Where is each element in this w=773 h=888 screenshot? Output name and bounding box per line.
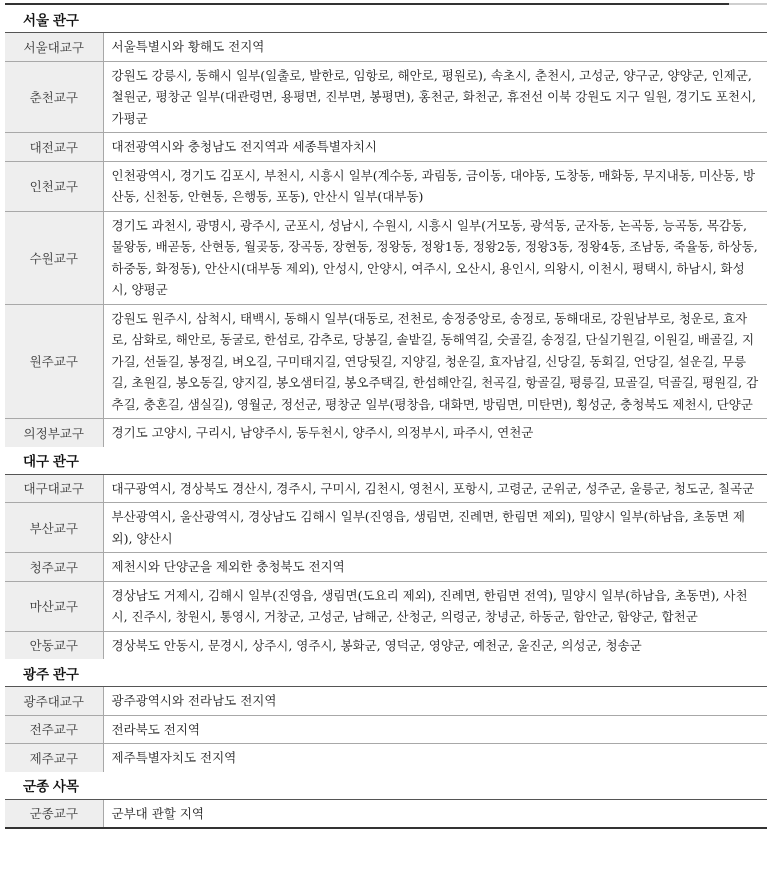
table-row xyxy=(5,744,767,772)
jurisdiction-area: 제천시와 단양군을 제외한 충청북도 전지역 xyxy=(103,553,767,582)
diocese-name: 대전교구 xyxy=(5,133,103,162)
table-row xyxy=(5,33,767,62)
jurisdiction-area: 경상남도 거제시, 김해시 일부(진영읍, 생림면(도요리 제외), 진례면, 한림면 전역), 밀양시 일부(하남읍, 초동면), 사천시, 진주시, 창원시, 통영시, 거창군, 고성군, 남해군, 산청군, 의령군, 창녕군, 하동군, 함안군, 함양군, 합천군 xyxy=(103,581,767,631)
jurisdiction-area: 경기도 고양시, 구리시, 남양주시, 동두천시, 양주시, 의정부시, 파주시, 연천군 xyxy=(103,419,767,447)
jurisdiction-area: 경기도 과천시, 광명시, 광주시, 군포시, 성남시, 수원시, 시흥시 일부(거모동, 광석동, 군자동, 논곡동, 능곡동, 목감동, 물왕동, 배곧동, 산현동, 월곶동, 장곡동, 장현동, 정왕동, 정왕1동, 정왕2동, 정왕3동, 정왕4동, 조남동, 죽율동, 하상동, 하중동, 화정동), 안산시(대부동 제외), 안성시, 안양시, 여주시, 오산시, 용인시, 의왕시, 이천시, 평택시, 하남시, 화성시, 양평군 xyxy=(103,211,767,304)
table-row xyxy=(5,304,767,419)
jurisdiction-area: 인천광역시, 경기도 김포시, 부천시, 시흥시 일부(계수동, 과림동, 금이동, 대야동, 도창동, 매화동, 무지내동, 미산동, 방산동, 신천동, 안현동, 은행동, 포동), 안산시 일부(대부동) xyxy=(103,161,767,211)
diocese-jurisdiction-table xyxy=(5,3,767,829)
table-row xyxy=(5,61,767,133)
jurisdiction-area: 경상북도 안동시, 문경시, 상주시, 영주시, 봉화군, 영덕군, 영양군, 예천군, 울진군, 의성군, 청송군 xyxy=(103,631,767,659)
diocese-name: 수원교구 xyxy=(5,211,103,304)
table-row xyxy=(5,503,767,553)
diocese-name: 의정부교구 xyxy=(5,419,103,447)
table-row xyxy=(5,419,767,447)
section-title: 군종 사목 xyxy=(5,772,767,800)
section-header-row xyxy=(5,659,767,687)
diocese-name: 안동교구 xyxy=(5,631,103,659)
diocese-name: 군종교구 xyxy=(5,799,103,828)
diocese-name: 청주교구 xyxy=(5,553,103,582)
diocese-name: 서울대교구 xyxy=(5,33,103,62)
jurisdiction-area: 강원도 원주시, 삼척시, 태백시, 동해시 일부(대동로, 전천로, 송정중앙로, 송정로, 동해대로, 강원남부로, 청운로, 효자로, 삼화로, 해안로, 동굴로, 한섬로, 감추로, 당봉길, 솔밭길, 동해역길, 숫골길, 송정길, 단실기원길, 이원길, 배골길, 지가길, 선돌길, 봉정길, 벼오길, 구미태지길, 연당뒷길, 지양길, 청운길, 효자남길, 신당길, 동회길, 언당길, 설운길, 무릉길, 초원길, 봉오동길, 양지길, 봉오샘터길, 봉오주택길, 한섬해안길, 천곡길, 항골길, 평릉길, 묘골길, 덕골길, 평원길, 감추길, 충혼길, 샘실길), 영월군, 정선군, 평창군 일부(평창읍, 대화면, 방림면, 미탄면), 횡성군, 충청북도 제천시, 단양군 xyxy=(103,304,767,419)
section-header-row xyxy=(5,447,767,475)
table-row xyxy=(5,687,767,716)
table-body xyxy=(5,4,767,828)
table-row xyxy=(5,715,767,744)
table-row xyxy=(5,211,767,304)
table-row xyxy=(5,581,767,631)
jurisdiction-area: 제주특별자치도 전지역 xyxy=(103,744,767,772)
jurisdiction-area: 대구광역시, 경상북도 경산시, 경주시, 구미시, 김천시, 영천시, 포항시, 고령군, 군위군, 성주군, 울릉군, 청도군, 칠곡군 xyxy=(103,474,767,503)
jurisdiction-area: 서울특별시와 황해도 전지역 xyxy=(103,33,767,62)
diocese-name: 원주교구 xyxy=(5,304,103,419)
diocese-jurisdiction-document xyxy=(5,3,767,829)
jurisdiction-area: 강원도 강릉시, 동해시 일부(일출로, 발한로, 임항로, 해안로, 평원로), 속초시, 춘천시, 고성군, 양구군, 양양군, 인제군, 철원군, 평창군 일부(대관령면, 용평면, 진부면, 봉평면), 홍천군, 화천군, 휴전선 이북 강원도 지구 일원, 경기도 포천시, 가평군 xyxy=(103,61,767,133)
top-right-decoration xyxy=(729,3,767,5)
jurisdiction-area: 군부대 관할 지역 xyxy=(103,799,767,828)
table-row xyxy=(5,553,767,582)
table-row xyxy=(5,161,767,211)
diocese-name: 대구대교구 xyxy=(5,474,103,503)
section-title: 대구 관구 xyxy=(5,447,767,475)
diocese-name: 제주교구 xyxy=(5,744,103,772)
diocese-name: 부산교구 xyxy=(5,503,103,553)
section-title: 서울 관구 xyxy=(5,4,767,33)
table-row xyxy=(5,474,767,503)
diocese-name: 인천교구 xyxy=(5,161,103,211)
table-row xyxy=(5,799,767,828)
diocese-name: 광주대교구 xyxy=(5,687,103,716)
section-title: 광주 관구 xyxy=(5,659,767,687)
jurisdiction-area: 전라북도 전지역 xyxy=(103,715,767,744)
diocese-name: 전주교구 xyxy=(5,715,103,744)
jurisdiction-area: 광주광역시와 전라남도 전지역 xyxy=(103,687,767,716)
table-row xyxy=(5,631,767,659)
section-header-row xyxy=(5,4,767,33)
diocese-name: 춘천교구 xyxy=(5,61,103,133)
jurisdiction-area: 부산광역시, 울산광역시, 경상남도 김해시 일부(진영읍, 생림면, 진례면, 한림면 제외), 밀양시 일부(하남읍, 초동면 제외), 양산시 xyxy=(103,503,767,553)
table-row xyxy=(5,133,767,162)
diocese-name: 마산교구 xyxy=(5,581,103,631)
jurisdiction-area: 대전광역시와 충청남도 전지역과 세종특별자치시 xyxy=(103,133,767,162)
section-header-row xyxy=(5,772,767,800)
